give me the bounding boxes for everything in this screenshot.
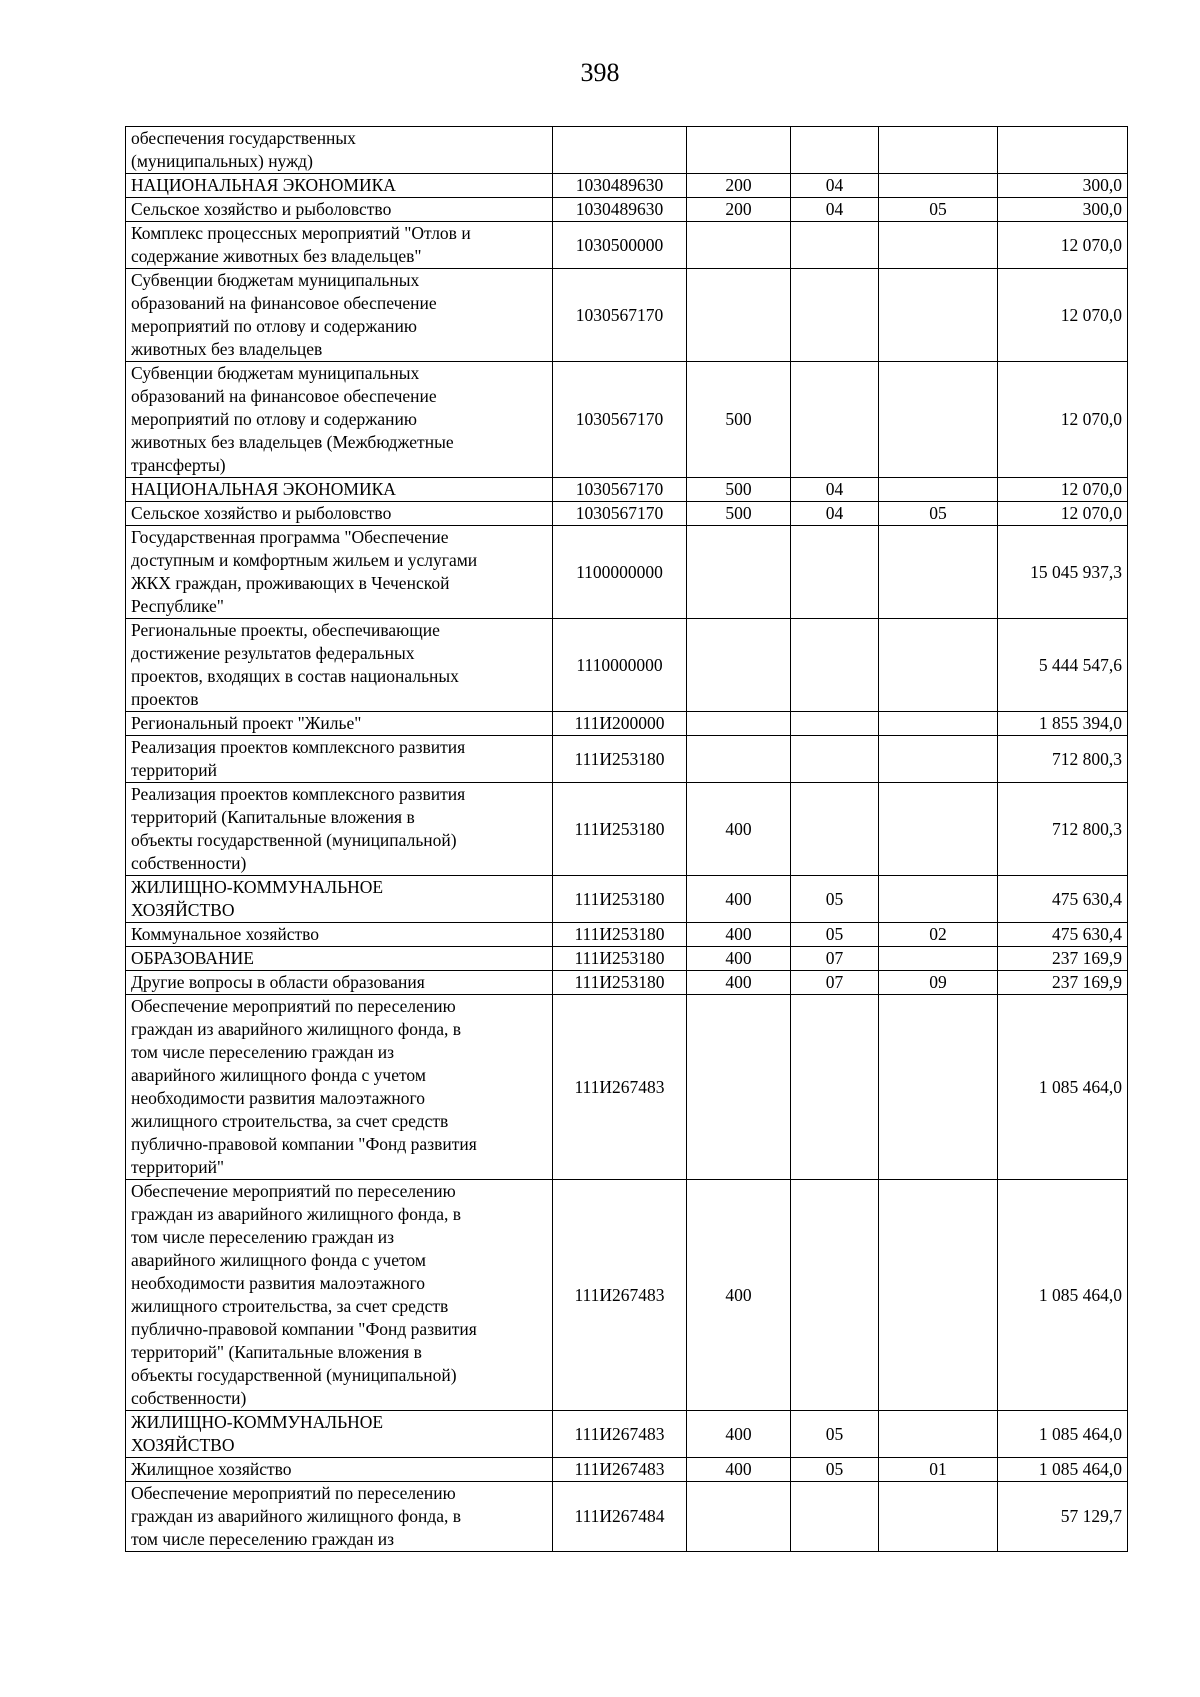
section-cell <box>791 736 879 783</box>
row-name-cell: ОБРАЗОВАНИЕ <box>126 947 553 971</box>
target-code-cell: 111И253180 <box>553 783 687 876</box>
subsection-cell: 01 <box>879 1458 998 1482</box>
amount-cell: 237 169,9 <box>998 971 1128 995</box>
table-row <box>126 502 1128 526</box>
amount-cell: 15 045 937,3 <box>998 526 1128 619</box>
amount-cell: 1 085 464,0 <box>998 1411 1128 1458</box>
expense-type-cell: 200 <box>687 198 791 222</box>
section-cell <box>791 222 879 269</box>
table-row <box>126 619 1128 712</box>
row-name-cell: Сельское хозяйство и рыболовство <box>126 198 553 222</box>
subsection-cell <box>879 222 998 269</box>
section-cell: 05 <box>791 876 879 923</box>
table-row <box>126 222 1128 269</box>
target-code-cell <box>553 127 687 174</box>
subsection-cell <box>879 174 998 198</box>
row-name-cell: ЖИЛИЩНО-КОММУНАЛЬНОЕ ХОЗЯЙСТВО <box>126 876 553 923</box>
section-cell: 04 <box>791 174 879 198</box>
subsection-cell <box>879 876 998 923</box>
amount-cell: 12 070,0 <box>998 269 1128 362</box>
row-name-cell: Другие вопросы в области образования <box>126 971 553 995</box>
target-code-cell: 111И253180 <box>553 923 687 947</box>
table-row <box>126 1411 1128 1458</box>
table-row <box>126 1180 1128 1411</box>
subsection-cell <box>879 1411 998 1458</box>
expense-type-cell: 200 <box>687 174 791 198</box>
expense-type-cell: 500 <box>687 362 791 478</box>
section-cell <box>791 995 879 1180</box>
target-code-cell: 111И267484 <box>553 1482 687 1552</box>
subsection-cell <box>879 1482 998 1552</box>
table-row <box>126 947 1128 971</box>
table-row <box>126 174 1128 198</box>
table-row <box>126 1482 1128 1552</box>
expense-type-cell <box>687 127 791 174</box>
subsection-cell: 05 <box>879 198 998 222</box>
amount-cell: 300,0 <box>998 198 1128 222</box>
expense-type-cell <box>687 712 791 736</box>
section-cell <box>791 269 879 362</box>
section-cell: 04 <box>791 198 879 222</box>
amount-cell: 475 630,4 <box>998 876 1128 923</box>
row-name-cell: Обеспечение мероприятий по переселению граждан из аварийного жилищного фонда, в том числе переселению граждан из <box>126 1482 553 1552</box>
subsection-cell <box>879 736 998 783</box>
section-cell <box>791 362 879 478</box>
row-name-cell: Обеспечение мероприятий по переселению граждан из аварийного жилищного фонда, в том числе переселению граждан из аварийного жилищного фонда с учетом необходимости развития малоэтажного жилищного строительства, за счет средств публично-правовой компании "Фонд развития территорий" (Капитальные вложения в объекты государственной (муниципальной) собственности) <box>126 1180 553 1411</box>
section-cell: 04 <box>791 478 879 502</box>
amount-cell: 712 800,3 <box>998 783 1128 876</box>
expense-type-cell: 400 <box>687 876 791 923</box>
target-code-cell: 1030489630 <box>553 174 687 198</box>
table-row <box>126 526 1128 619</box>
amount-cell: 1 085 464,0 <box>998 995 1128 1180</box>
table-row <box>126 971 1128 995</box>
expense-type-cell <box>687 995 791 1180</box>
target-code-cell: 1030567170 <box>553 362 687 478</box>
target-code-cell: 1030489630 <box>553 198 687 222</box>
target-code-cell: 111И200000 <box>553 712 687 736</box>
subsection-cell <box>879 362 998 478</box>
amount-cell: 237 169,9 <box>998 947 1128 971</box>
target-code-cell: 111И267483 <box>553 995 687 1180</box>
expense-type-cell <box>687 526 791 619</box>
subsection-cell <box>879 526 998 619</box>
target-code-cell: 1030567170 <box>553 269 687 362</box>
subsection-cell <box>879 783 998 876</box>
table-row <box>126 1458 1128 1482</box>
section-cell <box>791 619 879 712</box>
section-cell <box>791 1482 879 1552</box>
amount-cell: 12 070,0 <box>998 478 1128 502</box>
row-name-cell: НАЦИОНАЛЬНАЯ ЭКОНОМИКА <box>126 174 553 198</box>
amount-cell: 300,0 <box>998 174 1128 198</box>
section-cell: 07 <box>791 947 879 971</box>
subsection-cell <box>879 619 998 712</box>
budget-table <box>125 126 1128 1552</box>
subsection-cell <box>879 1180 998 1411</box>
target-code-cell: 111И267483 <box>553 1180 687 1411</box>
target-code-cell: 111И253180 <box>553 736 687 783</box>
table-row <box>126 478 1128 502</box>
table-row <box>126 198 1128 222</box>
expense-type-cell <box>687 736 791 783</box>
subsection-cell: 09 <box>879 971 998 995</box>
section-cell <box>791 526 879 619</box>
expense-type-cell: 400 <box>687 1411 791 1458</box>
subsection-cell <box>879 947 998 971</box>
amount-cell: 5 444 547,6 <box>998 619 1128 712</box>
table-row <box>126 736 1128 783</box>
table-row <box>126 995 1128 1180</box>
table-row <box>126 362 1128 478</box>
target-code-cell: 1100000000 <box>553 526 687 619</box>
target-code-cell: 111И267483 <box>553 1458 687 1482</box>
expense-type-cell <box>687 619 791 712</box>
subsection-cell <box>879 269 998 362</box>
amount-cell: 1 855 394,0 <box>998 712 1128 736</box>
section-cell <box>791 127 879 174</box>
row-name-cell: Государственная программа "Обеспечение доступным и комфортным жильем и услугами ЖКХ граждан, проживающих в Чеченской Республике" <box>126 526 553 619</box>
subsection-cell <box>879 995 998 1180</box>
section-cell: 05 <box>791 1411 879 1458</box>
section-cell: 04 <box>791 502 879 526</box>
row-name-cell: НАЦИОНАЛЬНАЯ ЭКОНОМИКА <box>126 478 553 502</box>
row-name-cell: Коммунальное хозяйство <box>126 923 553 947</box>
subsection-cell <box>879 478 998 502</box>
subsection-cell: 05 <box>879 502 998 526</box>
amount-cell: 712 800,3 <box>998 736 1128 783</box>
row-name-cell: Обеспечение мероприятий по переселению граждан из аварийного жилищного фонда, в том числе переселению граждан из аварийного жилищного фонда с учетом необходимости развития малоэтажного жилищного строительства, за счет средств публично-правовой компании "Фонд развития территорий" <box>126 995 553 1180</box>
row-name-cell: Субвенции бюджетам муниципальных образований на финансовое обеспечение мероприятий по отлову и содержанию животных без владельцев <box>126 269 553 362</box>
amount-cell: 12 070,0 <box>998 362 1128 478</box>
target-code-cell: 111И267483 <box>553 1411 687 1458</box>
amount-cell: 57 129,7 <box>998 1482 1128 1552</box>
target-code-cell: 111И253180 <box>553 947 687 971</box>
expense-type-cell: 400 <box>687 1458 791 1482</box>
expense-type-cell: 500 <box>687 478 791 502</box>
budget-table-body <box>126 127 1128 1552</box>
expense-type-cell: 400 <box>687 783 791 876</box>
subsection-cell <box>879 712 998 736</box>
expense-type-cell: 400 <box>687 947 791 971</box>
expense-type-cell: 500 <box>687 502 791 526</box>
row-name-cell: обеспечения государственных (муниципальных) нужд) <box>126 127 553 174</box>
amount-cell: 475 630,4 <box>998 923 1128 947</box>
section-cell <box>791 1180 879 1411</box>
page-number: 398 <box>580 58 620 87</box>
target-code-cell: 111И253180 <box>553 876 687 923</box>
expense-type-cell <box>687 1482 791 1552</box>
target-code-cell: 1110000000 <box>553 619 687 712</box>
target-code-cell: 1030500000 <box>553 222 687 269</box>
expense-type-cell <box>687 222 791 269</box>
subsection-cell: 02 <box>879 923 998 947</box>
row-name-cell: Региональные проекты, обеспечивающие достижение результатов федеральных проектов, входящих в состав национальных проектов <box>126 619 553 712</box>
target-code-cell: 1030567170 <box>553 478 687 502</box>
section-cell: 05 <box>791 923 879 947</box>
amount-cell: 1 085 464,0 <box>998 1180 1128 1411</box>
row-name-cell: Реализация проектов комплексного развития территорий (Капитальные вложения в объекты государственной (муниципальной) собственности) <box>126 783 553 876</box>
row-name-cell: Жилищное хозяйство <box>126 1458 553 1482</box>
row-name-cell: Субвенции бюджетам муниципальных образований на финансовое обеспечение мероприятий по отлову и содержанию животных без владельцев (Межбюджетные трансферты) <box>126 362 553 478</box>
amount-cell <box>998 127 1128 174</box>
table-row <box>126 712 1128 736</box>
amount-cell: 1 085 464,0 <box>998 1458 1128 1482</box>
row-name-cell: Комплекс процессных мероприятий "Отлов и содержание животных без владельцев" <box>126 222 553 269</box>
table-row <box>126 127 1128 174</box>
section-cell: 05 <box>791 1458 879 1482</box>
expense-type-cell <box>687 269 791 362</box>
row-name-cell: Региональный проект "Жилье" <box>126 712 553 736</box>
section-cell <box>791 712 879 736</box>
subsection-cell <box>879 127 998 174</box>
table-row <box>126 269 1128 362</box>
table-row <box>126 876 1128 923</box>
expense-type-cell: 400 <box>687 971 791 995</box>
expense-type-cell: 400 <box>687 923 791 947</box>
target-code-cell: 1030567170 <box>553 502 687 526</box>
amount-cell: 12 070,0 <box>998 502 1128 526</box>
expense-type-cell: 400 <box>687 1180 791 1411</box>
row-name-cell: ЖИЛИЩНО-КОММУНАЛЬНОЕ ХОЗЯЙСТВО <box>126 1411 553 1458</box>
row-name-cell: Реализация проектов комплексного развития территорий <box>126 736 553 783</box>
table-row <box>126 923 1128 947</box>
amount-cell: 12 070,0 <box>998 222 1128 269</box>
target-code-cell: 111И253180 <box>553 971 687 995</box>
row-name-cell: Сельское хозяйство и рыболовство <box>126 502 553 526</box>
table-row <box>126 783 1128 876</box>
section-cell: 07 <box>791 971 879 995</box>
section-cell <box>791 783 879 876</box>
